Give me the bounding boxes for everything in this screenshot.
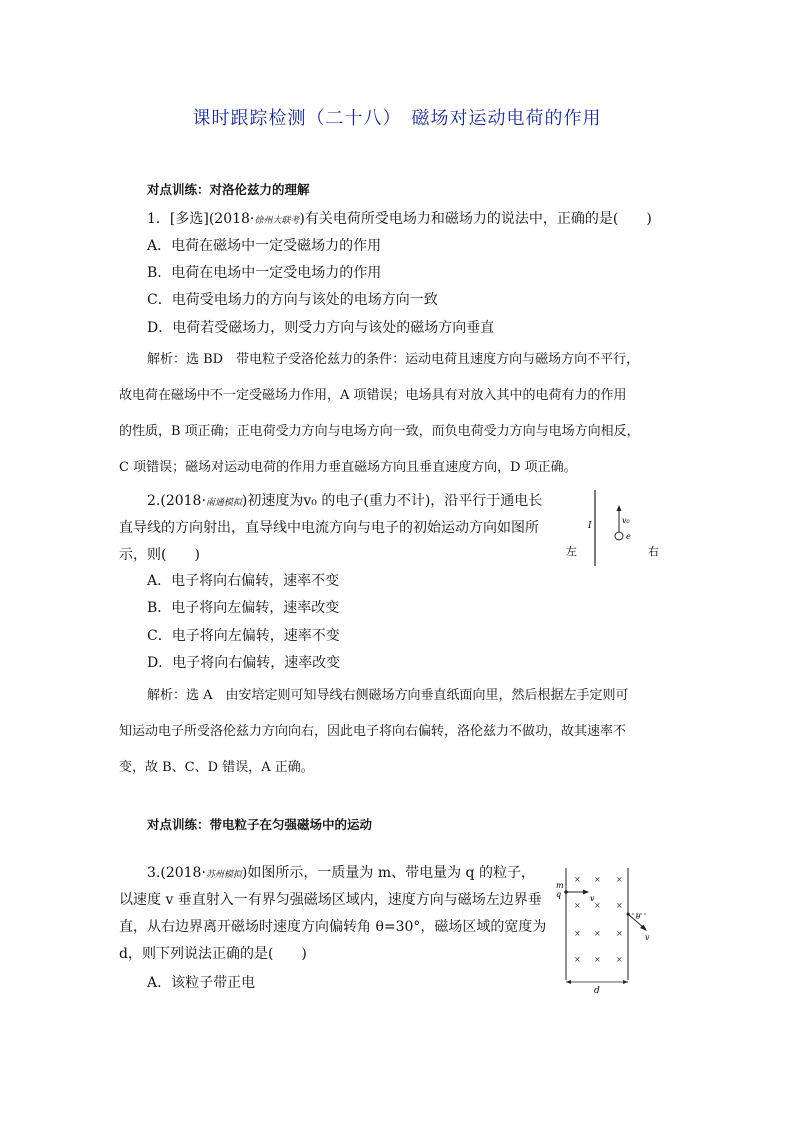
question-2-option-b: B．电子将向左偏转，速率改变 bbox=[147, 600, 340, 616]
question-2-stem-line-3: 示，则( ) bbox=[119, 547, 200, 563]
question-2-source: 南通模拟 bbox=[205, 498, 242, 508]
entry-velocity-arrowhead bbox=[583, 890, 589, 895]
question-3-stem-line-4: d，则下列说法正确的是( ) bbox=[119, 946, 307, 962]
question-1-analysis-line-4: C 项错误；磁场对运动电荷的作用力垂直磁场方向且垂直速度方向，D 项正确。 bbox=[119, 460, 577, 475]
question-2-stem-line-2: 直导线的方向射出，直导线中电流方向与电子的初始运动方向如图所 bbox=[119, 520, 539, 536]
cross-mark: × bbox=[594, 929, 601, 938]
question-3-option-a: A．该粒子带正电 bbox=[147, 975, 256, 991]
theta-label: θ bbox=[636, 913, 641, 921]
cross-mark: × bbox=[594, 901, 601, 910]
question-1-option-b: B．电荷在电场中一定受电场力的作用 bbox=[147, 265, 382, 281]
question-1-option-c: C．电荷受电场力的方向与该处的电场方向一致 bbox=[147, 292, 438, 308]
cross-mark: × bbox=[574, 901, 581, 910]
cross-mark: × bbox=[616, 955, 623, 964]
cross-mark: × bbox=[616, 929, 623, 938]
cross-mark: × bbox=[574, 929, 581, 938]
question-3-stem-line-2: 以速度 v 垂直射入一有界匀强磁场区域内，速度方向与磁场左边界垂 bbox=[119, 892, 542, 908]
question-3-stem-line-1 bbox=[147, 862, 535, 882]
exit-velocity-label: v bbox=[645, 933, 650, 942]
cross-mark: × bbox=[574, 955, 581, 964]
width-label: d bbox=[594, 986, 600, 996]
question-1-source: 徐州大联考 bbox=[254, 216, 300, 226]
question-3-text: )如图所示，一质量为 m、带电量为 q 的粒子， bbox=[241, 865, 535, 881]
question-1-analysis-line-1: 解析：选 BD 带电粒子受洛伦兹力的条件：运动电荷且速度方向与磁场方向不平行， bbox=[147, 352, 640, 367]
entry-velocity-label: v bbox=[590, 894, 595, 903]
left-label: 左 bbox=[566, 545, 577, 558]
question-2-option-c: C．电子将向左偏转，速率不变 bbox=[147, 628, 340, 644]
cross-mark: × bbox=[616, 875, 623, 884]
right-label: 右 bbox=[648, 545, 659, 558]
question-2-stem-line-1 bbox=[147, 490, 542, 510]
question-2-option-d: D．电子将向右偏转，速率改变 bbox=[147, 655, 341, 671]
velocity-label: v₀ bbox=[622, 516, 630, 525]
cross-mark: × bbox=[594, 955, 601, 964]
question-2-prefix: 2.(2018· bbox=[147, 493, 206, 509]
width-arrow-right bbox=[623, 980, 628, 984]
mass-label: m bbox=[556, 881, 564, 890]
cross-mark: × bbox=[594, 875, 601, 884]
velocity-arrowhead bbox=[617, 505, 622, 511]
field-crosses bbox=[574, 875, 623, 964]
section-heading-2: 对点训练：带电粒子在匀强磁场中的运动 bbox=[147, 817, 373, 832]
question-3-prefix: 3.(2018· bbox=[147, 865, 206, 881]
magnetic-field-figure bbox=[548, 864, 658, 996]
question-2-analysis-line-3: 变，故 B、C、D 错误，A 正确。 bbox=[119, 760, 314, 775]
wire-electron-figure bbox=[560, 488, 670, 568]
cross-mark: × bbox=[574, 875, 581, 884]
question-3-source: 苏州模拟 bbox=[205, 870, 242, 880]
question-1-analysis-line-3: 的性质，B 项正确；正电荷受力方向与电场方向一致，而负电荷受力方向与电场方向相反， bbox=[119, 424, 640, 439]
question-1-analysis-line-2: 故电荷在磁场中不一定受磁场力作用，A 项错误；电场具有对放入其中的电荷有力的作用 bbox=[119, 388, 627, 403]
question-2-analysis-line-1: 解析：选 A 由安培定则可知导线右侧磁场方向垂直纸面向里，然后根据左手定则可 bbox=[147, 688, 629, 703]
question-3-stem-line-3: 直，从右边界离开磁场时速度方向偏转角 θ=30°，磁场区域的宽度为 bbox=[119, 919, 547, 935]
page-title: 课时跟踪检测（二十八） 磁场对运动电荷的作用 bbox=[192, 108, 602, 129]
question-2-analysis-line-2: 知运动电子所受洛伦兹力方向向右，因此电子将向右偏转，洛伦兹力不做功，故其速率不 bbox=[119, 724, 627, 739]
electron-icon bbox=[615, 532, 623, 540]
question-1-option-d: D．电荷若受磁场力，则受力方向与该处的磁场方向垂直 bbox=[147, 320, 495, 336]
question-2-text: )初速度为v₀ 的电子(重力不计)，沿平行于通电长 bbox=[241, 493, 543, 509]
question-2-option-a: A．电子将向右偏转，速率不变 bbox=[147, 573, 340, 589]
width-arrow-left bbox=[566, 980, 571, 984]
section-heading-1: 对点训练：对洛伦兹力的理解 bbox=[147, 182, 310, 197]
question-1-prefix: 1．[多选](2018· bbox=[147, 211, 255, 227]
current-label: I bbox=[588, 521, 592, 531]
charge-label: q bbox=[556, 890, 562, 899]
cross-mark: × bbox=[616, 901, 623, 910]
question-1-text: )有关电荷所受电场力和磁场力的说法中，正确的是( ) bbox=[299, 211, 652, 227]
question-1-stem bbox=[147, 208, 652, 228]
electron-label: e bbox=[626, 532, 631, 541]
question-1-option-a: A．电荷在磁场中一定受磁场力的作用 bbox=[147, 238, 382, 254]
